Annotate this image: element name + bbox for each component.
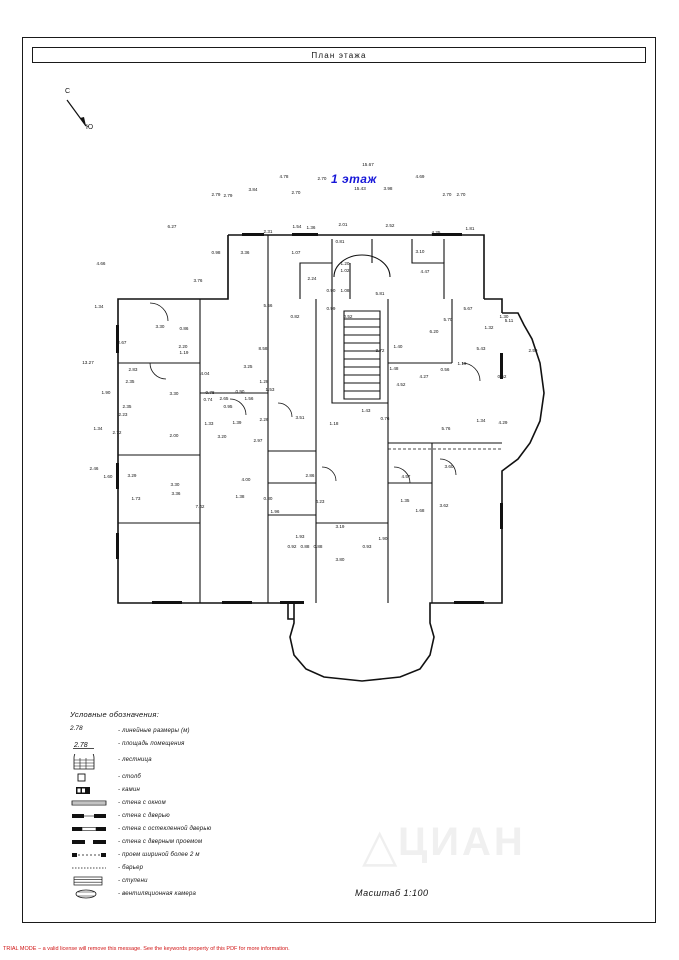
legend-label: - проем шириной более 2 м [118, 851, 200, 858]
dimension-label: 0.90 [235, 389, 245, 394]
dimension-label: 2.70 [456, 192, 466, 197]
dimension-label: 6.20 [429, 329, 439, 334]
scale-label: Масштаб 1:100 [355, 888, 429, 898]
dimension-label: 7.42 [195, 504, 205, 509]
legend-item-column [70, 770, 320, 783]
dimension-label: 1.08 [340, 288, 350, 293]
legend-item-wide-opening [70, 848, 320, 861]
legend-label: - ступени [118, 877, 148, 884]
linear-dimension-icon [70, 725, 118, 737]
legend-label: - столб [118, 773, 141, 780]
dimension-label: 4.57 [401, 474, 411, 479]
dimension-label: 0.56 [440, 367, 450, 372]
dimension-label: 5.67 [463, 306, 473, 311]
dimension-label: 4.25 [431, 230, 441, 235]
dimension-label: 5.43 [476, 346, 486, 351]
dimension-label: 1.34 [476, 418, 486, 423]
dimension-label: 2.59 [528, 348, 538, 353]
dimension-label: 4.29 [498, 420, 508, 425]
dimension-label: 3.72 [375, 348, 385, 353]
dimension-label: 0.93 [362, 544, 372, 549]
dimension-label: 1.07 [291, 250, 301, 255]
dimension-label: 1.53 [265, 387, 275, 392]
dimension-label: 4.66 [96, 261, 106, 266]
dimension-label: 4.78 [279, 174, 289, 179]
legend-label: - камин [118, 786, 140, 793]
dimension-label: 2.23 [118, 412, 128, 417]
wide-opening-icon [70, 849, 118, 861]
page-title: План этажа [305, 51, 372, 60]
dimension-label: 0.90 [326, 288, 336, 293]
area-value-icon [70, 738, 118, 750]
dimension-label: 3.25 [243, 364, 253, 369]
legend-item-area-value [70, 737, 320, 750]
dimension-label: 3.84 [248, 187, 258, 192]
dimension-label: 2.97 [253, 438, 263, 443]
dimension-label: 1.54 [292, 224, 302, 229]
legend-item-wall-window [70, 796, 320, 809]
dimension-label: 1.19 [457, 361, 467, 366]
dimension-label: 2.79 [211, 192, 221, 197]
dimension-label: 1.90 [378, 536, 388, 541]
dimension-label: 3.98 [383, 186, 393, 191]
dimension-label: 1.68 [415, 508, 425, 513]
dimension-label: 2.52 [385, 223, 395, 228]
wall-door-icon [70, 810, 118, 822]
dimension-label: 1.34 [93, 426, 103, 431]
dimension-label: 2.72 [112, 430, 122, 435]
dimension-label: 1.40 [393, 344, 403, 349]
dimension-label: 15.67 [362, 162, 374, 167]
dimension-label: 1.33 [204, 421, 214, 426]
dimension-label: 3.30 [155, 324, 165, 329]
windows [116, 233, 503, 604]
dimension-label: 3.29 [127, 473, 137, 478]
dimension-label: 4.00 [241, 477, 251, 482]
compass-north-label: С [65, 88, 71, 95]
dimension-label: 4.52 [396, 382, 406, 387]
dimension-label: 1.43 [361, 408, 371, 413]
dimension-label: 1.90 [101, 390, 111, 395]
dimension-label: 1.48 [389, 366, 399, 371]
dimension-label: 0.99 [326, 306, 336, 311]
dimension-label: 1.96 [270, 509, 280, 514]
dimension-label: 5.81 [375, 291, 385, 296]
dimension-label: 1.81 [465, 226, 475, 231]
dimension-label: 4.27 [419, 374, 429, 379]
dimension-label: 0.78 [205, 390, 215, 395]
dimension-label: 0.52 [497, 374, 507, 379]
dimension-label: 3.51 [295, 415, 305, 420]
legend-sample-number: 2.78 [70, 724, 83, 732]
legend-item-steps [70, 874, 320, 887]
dimension-label: 3.19 [335, 524, 345, 529]
dimension-label: 2.20 [178, 344, 188, 349]
stove-icon [70, 784, 118, 796]
legend-item-wall-doorway [70, 835, 320, 848]
column-icon [70, 771, 118, 783]
dimension-label: 8.58 [258, 346, 268, 351]
dimension-label: 3.80 [335, 557, 345, 562]
dimension-label: 0.74 [203, 397, 213, 402]
exterior-walls [118, 235, 544, 681]
wall-doorway-icon [70, 836, 118, 848]
dimension-label: 4.23 [315, 499, 325, 504]
steps-icon [70, 875, 118, 887]
wall-glass-door-icon [70, 823, 118, 835]
legend-label: - площадь помещения [118, 740, 185, 747]
dimension-label: 5.76 [441, 426, 451, 431]
dimension-label: 2.83 [128, 367, 138, 372]
dimension-label: 0.80 [263, 496, 273, 501]
dimension-label: 1.93 [295, 534, 305, 539]
dimension-label: 3.36 [171, 491, 181, 496]
watermark-logo: △ [362, 819, 398, 871]
barrier-icon [70, 862, 118, 874]
dimension-label: 0.76 [380, 416, 390, 421]
dimension-label: 3.60 [444, 464, 454, 469]
dimension-label: 2.79 [223, 193, 233, 198]
dimension-label: 2.26 [259, 417, 269, 422]
dimension-label: 3.76 [193, 278, 203, 283]
dimension-labels [82, 162, 538, 562]
dimension-label: 0.92 [287, 544, 297, 549]
trial-mode-note: TRIAL MODE − a valid license will remove this message. See the keywords property of this PDF for more information. [3, 946, 290, 952]
dimension-label: 1.39 [232, 420, 242, 425]
dimension-label: 0.95 [223, 404, 233, 409]
dimension-label: 15.43 [354, 186, 366, 191]
dimension-label: 1.02 [340, 268, 350, 273]
dimension-label: 2.01 [338, 222, 348, 227]
dimension-label: 0.52 [343, 314, 353, 319]
dimension-label: 1.34 [94, 304, 104, 309]
sheet-title-bar [32, 47, 646, 63]
dimension-label: 1.19 [179, 350, 189, 355]
legend-label: - стена с окном [118, 799, 166, 806]
dimension-label: 1.20 [340, 261, 350, 266]
dimension-label: 1.35 [400, 498, 410, 503]
legend-label: - стена с остекленной дверью [118, 825, 212, 832]
legend-label: - линейные размеры (м) [118, 727, 190, 734]
ventilation-chamber-icon [70, 888, 118, 900]
dimension-label: 3.36 [240, 250, 250, 255]
dimension-label: 5.70 [443, 317, 453, 322]
dimension-label: 0.86 [179, 326, 189, 331]
legend [70, 710, 320, 900]
dimension-label: 1.56 [244, 396, 254, 401]
dimension-label: 2.86 [305, 473, 315, 478]
interior-walls [118, 235, 502, 603]
dimension-label: 1.28 [259, 379, 269, 384]
dimension-label: 3.30 [170, 482, 180, 487]
dimension-label: 0.88 [300, 544, 310, 549]
dimension-label: 3.20 [217, 434, 227, 439]
svg-text:2.78: 2.78 [74, 741, 88, 749]
dimension-label: 1.73 [131, 496, 141, 501]
legend-title: Условные обозначения: [70, 710, 160, 719]
dimension-label: 2.70 [317, 176, 327, 181]
dimension-label: 2.65 [219, 396, 229, 401]
dimension-label: 2.67 [117, 340, 127, 345]
dimension-label: 3.10 [415, 249, 425, 254]
dimension-label: 1.38 [235, 494, 245, 499]
legend-label: - стена с дверным проемом [118, 838, 203, 845]
dimension-label: 2.46 [89, 466, 99, 471]
dimension-label: 4.69 [415, 174, 425, 179]
legend-item-stove [70, 783, 320, 796]
dimension-label: 1.60 [103, 474, 113, 479]
dimension-label: 2.24 [307, 276, 317, 281]
dimension-label: 0.88 [313, 544, 323, 549]
dimension-label: 2.70 [291, 190, 301, 195]
floor-plan-drawing [32, 63, 646, 703]
dimension-label: 0.82 [290, 314, 300, 319]
dimension-label: 2.70 [442, 192, 452, 197]
dimension-label: 2.35 [125, 379, 135, 384]
dimension-label: 3.30 [169, 391, 179, 396]
legend-item-wall-glass-door [70, 822, 320, 835]
dimension-label: 4.04 [200, 371, 210, 376]
dimension-label: 1.36 [306, 225, 316, 230]
legend-label: - стена с дверью [118, 812, 170, 819]
legend-item-ventilation-chamber [70, 887, 320, 900]
dimension-label: 4.47 [420, 269, 430, 274]
dimension-label: 13.27 [82, 360, 94, 365]
legend-item-linear-dimension [70, 724, 320, 737]
legend-item-stairs [70, 750, 320, 770]
dimension-label: 0.98 [211, 250, 221, 255]
dimension-label: 1.32 [484, 325, 494, 330]
dimension-label: 1.30 [499, 314, 509, 319]
dimension-label: 2.35 [122, 404, 132, 409]
dimension-label: 2.00 [169, 433, 179, 438]
watermark-text: ЦИАН [398, 820, 526, 864]
legend-item-barrier [70, 861, 320, 874]
dimension-label: 3.62 [439, 503, 449, 508]
dimension-label: 6.27 [167, 224, 177, 229]
legend-label: - лестница [118, 757, 152, 763]
compass-south-label: Ю [86, 124, 94, 131]
dimension-label: 5.66 [263, 303, 273, 308]
floor-number-label: 1 этаж [331, 172, 377, 186]
legend-item-wall-door [70, 809, 320, 822]
dimension-label: 0.81 [335, 239, 345, 244]
dimension-label: 1.18 [329, 421, 339, 426]
dimension-label: 2.31 [263, 229, 273, 234]
dimension-label: 5.11 [504, 318, 514, 323]
stairs-spiral-icon [70, 754, 118, 766]
legend-label: - вентиляционная камера [118, 890, 197, 897]
legend-label: - барьер [118, 864, 144, 871]
wall-window-icon [70, 797, 118, 809]
